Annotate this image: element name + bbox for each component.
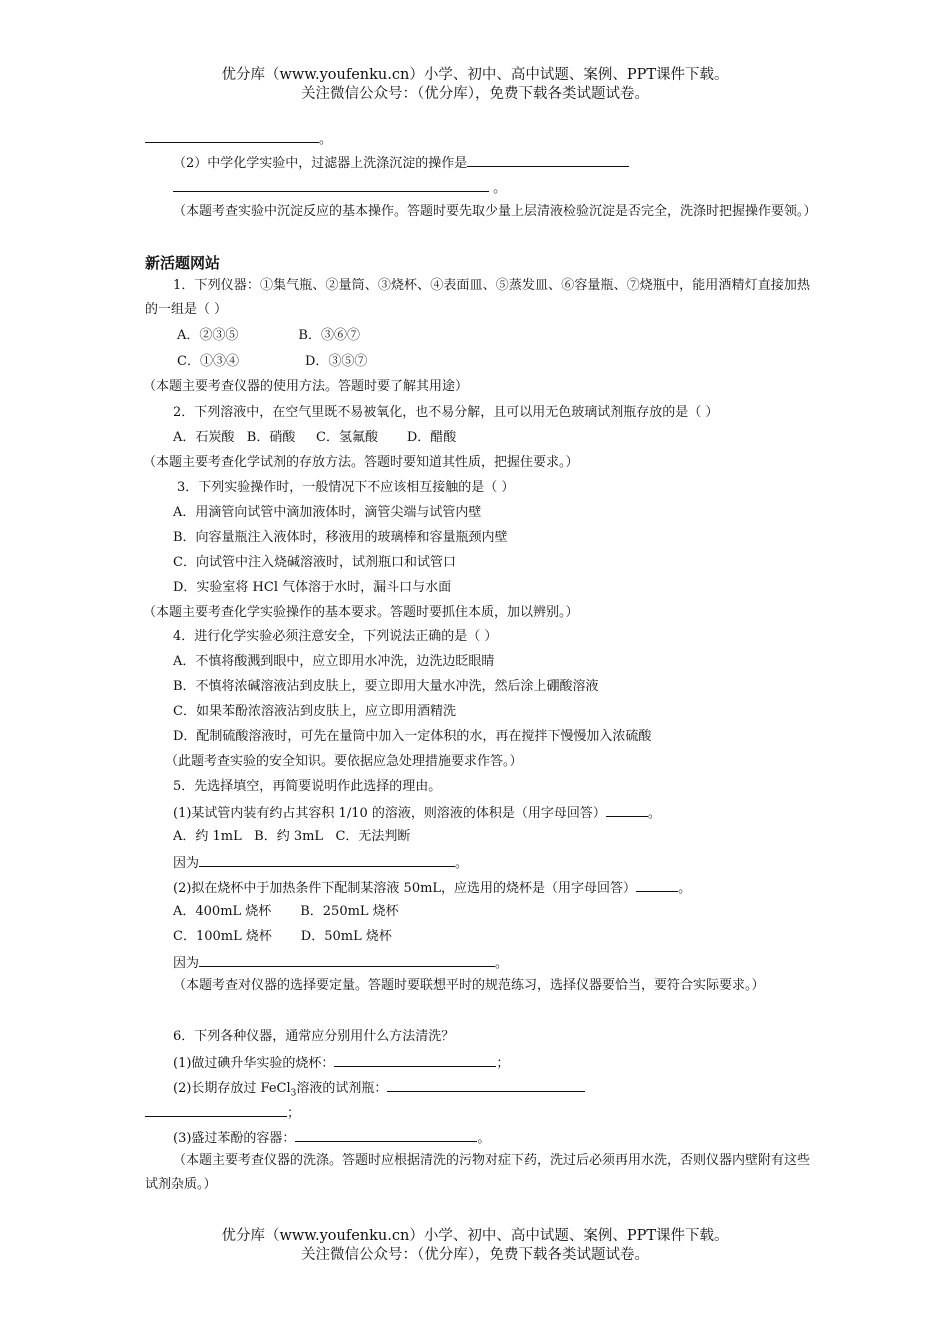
question-6-part2-line2: ； <box>145 1102 810 1124</box>
page-header <box>0 66 950 104</box>
question-6-part3: (3)盛过苯酚的容器： 。 <box>173 1127 838 1149</box>
question-4-option-d: D．配制硫酸溶液时，可先在量筒中加入一定体积的水，再在搅拌下慢慢加入浓硫酸 <box>173 729 652 744</box>
question-5-part2-options-row2: C．100mL 烧杯 D．50mL 烧杯 <box>173 929 392 944</box>
question-4-option-c: C．如果苯酚浓溶液沾到皮肤上，应立即用酒精洗 <box>173 704 456 719</box>
header-line-1: 优分库（www.youfenku.cn）小学、初中、高中试题、案例、PPT课件下载。 <box>221 67 729 83</box>
question-1-options-row2: C．①③④ D．③⑤⑦ <box>177 354 368 369</box>
question-2-options: A．石炭酸 B．硝酸 C．氢氟酸 D．醋酸 <box>173 430 457 445</box>
question-5-part1-reason: 因为 。 <box>173 852 838 874</box>
question-5-part2: (2)拟在烧杯中于加热条件下配制某溶液 50mL，应选用的烧杯是（用字母回答） 。 <box>173 877 838 899</box>
question-1-note: （本题主要考查仪器的使用方法。答题时要了解其用途） <box>143 379 469 394</box>
question-5-part2-reason: 因为 。 <box>173 952 838 974</box>
answer-blank <box>173 177 489 192</box>
question-5-note: （本题考查对仪器的选择要定量。答题时要联想平时的规范练习，选择仪器要恰当，要符合实际要求。） <box>173 978 765 993</box>
question-top-2: （2）中学化学实验中，过滤器上洗涤沉淀的操作是 <box>173 152 838 174</box>
question-6-note: （本题主要考查仪器的洗涤。答题时应根据清洗的污物对症下药，洗过后必须再用水洗，否则仪器内壁附有这些试剂杂质。） <box>145 1153 811 1192</box>
question-2-note: （本题主要考查化学试剂的存放方法。答题时要知道其性质，把握住要求。） <box>143 455 579 470</box>
question-1-stem: 1．下列仪器：①集气瓶、②量筒、③烧杯、④表面皿、⑤蒸发皿、⑥容量瓶、⑦烧瓶中，能用酒精灯直接加热的一组是（ ） <box>145 278 810 317</box>
note-top: （本题考查实验中沉淀反应的基本操作。答题时要先取少量上层清液检验沉淀是否完全，洗涤时把握操作要领。） <box>173 204 817 219</box>
question-3-option-a: A．用滴管向试管中滴加液体时，滴管尖端与试管内壁 <box>173 505 482 520</box>
question-6-part1: (1)做过碘升华实验的烧杯： ； <box>173 1052 838 1074</box>
answer-blank <box>606 802 648 817</box>
answer-blank <box>199 852 455 867</box>
header-line-2: 关注微信公众号：（优分库），免费下载各类试题试卷。 <box>301 86 649 102</box>
section-title: 新活题网站 <box>145 254 221 272</box>
question-4-option-a: A．不慎将酸溅到眼中，应立即用水冲洗，边洗边眨眼睛 <box>173 654 495 669</box>
question-6-stem: 6．下列各种仪器，通常应分别用什么方法清洗？ <box>173 1029 455 1044</box>
question-3-option-c: C．向试管中注入烧碱溶液时，试剂瓶口和试管口 <box>173 555 456 570</box>
question-5-part1: (1)某试管内装有约占其容积 1/10 的溶液，则溶液的体积是（用字母回答） 。 <box>173 802 838 824</box>
answer-blank <box>199 952 495 967</box>
answer-blank <box>145 1102 287 1117</box>
question-2-stem: 2．下列溶液中，在空气里既不易被氧化，也不易分解，且可以用无色玻璃试剂瓶存放的是（ ） <box>173 405 719 420</box>
answer-blank <box>636 877 678 892</box>
question-5-part2-options-row1: A．400mL 烧杯 B．250mL 烧杯 <box>173 904 399 919</box>
answer-blank <box>295 1127 477 1142</box>
question-5-part1-options: A．约 1mL B．约 3mL C．无法判断 <box>173 829 411 844</box>
question-3-option-b: B．向容量瓶注入液体时，移液用的玻璃棒和容量瓶颈内壁 <box>173 530 508 545</box>
question-3-note: （本题主要考查化学实验操作的基本要求。答题时要抓住本质，加以辨别。） <box>143 605 579 620</box>
question-3-option-d: D．实验室将 HCl 气体溶于水时，漏斗口与水面 <box>173 580 452 595</box>
answer-blank <box>334 1052 496 1067</box>
question-1-options-row1: A．②③⑤ B．③⑥⑦ <box>177 328 360 343</box>
footer-line-2: 关注微信公众号：（优分库），免费下载各类试题试卷。 <box>301 1247 649 1263</box>
question-6-part2: (2)长期存放过 FeCl$_3$溶液的试剂瓶： <box>173 1077 838 1104</box>
answer-line-continuation: 。 <box>145 128 810 150</box>
answer-blank <box>467 152 629 167</box>
page-footer <box>0 1227 950 1265</box>
answer-blank <box>387 1077 585 1092</box>
answer-blank <box>145 128 319 143</box>
question-3-stem: 3．下列实验操作时，一般情况下不应该相互接触的是（ ） <box>177 480 515 495</box>
question-4-note: （此题考查实验的安全知识。要依据应急处理措施要求作答。） <box>165 754 523 769</box>
question-5-stem: 5．先选择填空，再简要说明作此选择的理由。 <box>173 779 442 794</box>
question-top-2-line2: 。 <box>173 177 838 199</box>
footer-line-1: 优分库（www.youfenku.cn）小学、初中、高中试题、案例、PPT课件下载。 <box>221 1228 729 1244</box>
question-4-stem: 4．进行化学实验必须注意安全，下列说法正确的是（ ） <box>173 629 498 644</box>
question-4-option-b: B．不慎将浓碱溶液沾到皮肤上，要立即用大量水冲洗，然后涂上硼酸溶液 <box>173 679 599 694</box>
